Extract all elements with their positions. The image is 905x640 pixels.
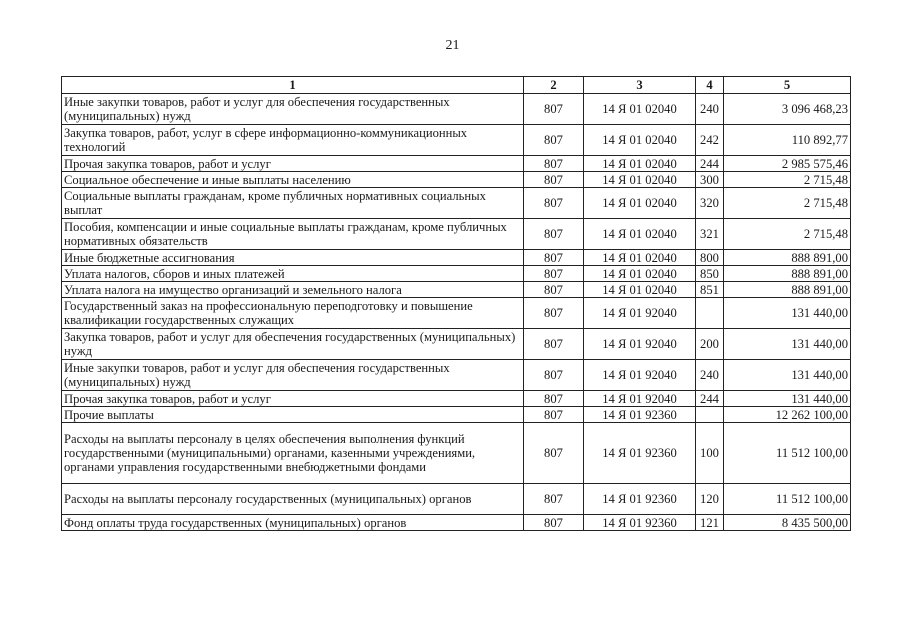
row-amount-cell: 3 096 468,23 — [724, 94, 851, 125]
row-amount-cell: 11 512 100,00 — [724, 484, 851, 515]
row-kind-cell: 200 — [696, 329, 724, 360]
row-ministry-cell: 807 — [524, 329, 584, 360]
table-row — [62, 391, 851, 407]
row-target-cell: 14 Я 01 92360 — [584, 515, 696, 531]
row-target-cell: 14 Я 01 02040 — [584, 188, 696, 219]
row-amount-cell: 2 985 575,46 — [724, 156, 851, 172]
row-ministry-cell: 807 — [524, 156, 584, 172]
row-target-cell: 14 Я 01 92040 — [584, 298, 696, 329]
row-name-cell: Иные бюджетные ассигнования — [62, 250, 524, 266]
row-amount-cell: 11 512 100,00 — [724, 423, 851, 484]
row-target-cell: 14 Я 01 02040 — [584, 94, 696, 125]
row-ministry-cell: 807 — [524, 298, 584, 329]
row-target-cell: 14 Я 01 02040 — [584, 219, 696, 250]
table-row — [62, 94, 851, 125]
row-ministry-cell: 807 — [524, 266, 584, 282]
row-kind-cell — [696, 407, 724, 423]
row-kind-cell: 120 — [696, 484, 724, 515]
row-amount-cell: 110 892,77 — [724, 125, 851, 156]
row-kind-cell: 320 — [696, 188, 724, 219]
column-header-name: 1 — [62, 77, 524, 94]
row-ministry-cell: 807 — [524, 484, 584, 515]
row-name-cell: Социальные выплаты гражданам, кроме публичных нормативных социальных выплат — [62, 188, 524, 219]
row-target-cell: 14 Я 01 02040 — [584, 125, 696, 156]
row-name-cell: Государственный заказ на профессиональную переподготовку и повышение квалификации государственных служащих — [62, 298, 524, 329]
row-name-cell: Закупка товаров, работ, услуг в сфере информационно-коммуникационных технологий — [62, 125, 524, 156]
row-target-cell: 14 Я 01 02040 — [584, 282, 696, 298]
table-row — [62, 515, 851, 531]
row-target-cell: 14 Я 01 02040 — [584, 156, 696, 172]
row-ministry-cell: 807 — [524, 407, 584, 423]
row-target-cell: 14 Я 01 92360 — [584, 484, 696, 515]
row-kind-cell: 240 — [696, 94, 724, 125]
row-target-cell: 14 Я 01 92040 — [584, 360, 696, 391]
column-header-ministry: 2 — [524, 77, 584, 94]
page-number: 21 — [445, 38, 460, 53]
row-ministry-cell: 807 — [524, 515, 584, 531]
row-amount-cell: 2 715,48 — [724, 188, 851, 219]
row-name-cell: Социальное обеспечение и иные выплаты населению — [62, 172, 524, 188]
row-ministry-cell: 807 — [524, 423, 584, 484]
row-name-cell: Иные закупки товаров, работ и услуг для обеспечения государственных (муниципальных) нужд — [62, 94, 524, 125]
row-target-cell: 14 Я 01 92040 — [584, 329, 696, 360]
row-name-cell: Расходы на выплаты персоналу государственных (муниципальных) органов — [62, 484, 524, 515]
row-kind-cell: 242 — [696, 125, 724, 156]
table-row — [62, 125, 851, 156]
row-target-cell: 14 Я 01 02040 — [584, 250, 696, 266]
row-kind-cell: 244 — [696, 391, 724, 407]
row-name-cell: Прочая закупка товаров, работ и услуг — [62, 391, 524, 407]
table-row — [62, 298, 851, 329]
row-ministry-cell: 807 — [524, 219, 584, 250]
row-target-cell: 14 Я 01 92040 — [584, 391, 696, 407]
row-name-cell: Расходы на выплаты персоналу в целях обеспечения выполнения функций государственными (муниципальными) органами, казенными учреждениями, органами управления государственными внебюджетными фондами — [62, 423, 524, 484]
table-row — [62, 188, 851, 219]
row-name-cell: Закупка товаров, работ и услуг для обеспечения государственных (муниципальных) нужд — [62, 329, 524, 360]
column-header-target: 3 — [584, 77, 696, 94]
table-row — [62, 219, 851, 250]
row-amount-cell: 12 262 100,00 — [724, 407, 851, 423]
row-kind-cell: 244 — [696, 156, 724, 172]
row-name-cell: Иные закупки товаров, работ и услуг для обеспечения государственных (муниципальных) нужд — [62, 360, 524, 391]
budget-table — [61, 76, 851, 531]
table-row — [62, 266, 851, 282]
table-row — [62, 360, 851, 391]
table-row — [62, 282, 851, 298]
row-ministry-cell: 807 — [524, 125, 584, 156]
row-ministry-cell: 807 — [524, 250, 584, 266]
table-row — [62, 156, 851, 172]
table-row — [62, 407, 851, 423]
row-name-cell: Прочая закупка товаров, работ и услуг — [62, 156, 524, 172]
table-row — [62, 172, 851, 188]
row-kind-cell: 321 — [696, 219, 724, 250]
row-name-cell: Уплата налогов, сборов и иных платежей — [62, 266, 524, 282]
row-amount-cell: 888 891,00 — [724, 250, 851, 266]
row-ministry-cell: 807 — [524, 172, 584, 188]
column-header-kind: 4 — [696, 77, 724, 94]
row-kind-cell: 851 — [696, 282, 724, 298]
row-target-cell: 14 Я 01 02040 — [584, 266, 696, 282]
header-row — [62, 77, 851, 94]
row-kind-cell: 300 — [696, 172, 724, 188]
row-amount-cell: 2 715,48 — [724, 172, 851, 188]
table-row — [62, 484, 851, 515]
row-ministry-cell: 807 — [524, 360, 584, 391]
row-ministry-cell: 807 — [524, 188, 584, 219]
row-name-cell: Пособия, компенсации и иные социальные выплаты гражданам, кроме публичных нормативных обязательств — [62, 219, 524, 250]
row-name-cell: Уплата налога на имущество организаций и земельного налога — [62, 282, 524, 298]
row-amount-cell: 131 440,00 — [724, 298, 851, 329]
row-kind-cell: 850 — [696, 266, 724, 282]
column-header-amount: 5 — [724, 77, 851, 94]
row-target-cell: 14 Я 01 02040 — [584, 172, 696, 188]
row-amount-cell: 2 715,48 — [724, 219, 851, 250]
row-kind-cell: 240 — [696, 360, 724, 391]
row-ministry-cell: 807 — [524, 282, 584, 298]
row-target-cell: 14 Я 01 92360 — [584, 423, 696, 484]
row-amount-cell: 888 891,00 — [724, 266, 851, 282]
row-kind-cell: 100 — [696, 423, 724, 484]
row-amount-cell: 131 440,00 — [724, 329, 851, 360]
row-ministry-cell: 807 — [524, 391, 584, 407]
row-amount-cell: 131 440,00 — [724, 360, 851, 391]
row-kind-cell: 800 — [696, 250, 724, 266]
row-ministry-cell: 807 — [524, 94, 584, 125]
table-row — [62, 250, 851, 266]
row-name-cell: Фонд оплаты труда государственных (муниципальных) органов — [62, 515, 524, 531]
row-kind-cell: 121 — [696, 515, 724, 531]
row-amount-cell: 8 435 500,00 — [724, 515, 851, 531]
table-row — [62, 329, 851, 360]
row-amount-cell: 888 891,00 — [724, 282, 851, 298]
row-kind-cell — [696, 298, 724, 329]
row-amount-cell: 131 440,00 — [724, 391, 851, 407]
table-row — [62, 423, 851, 484]
row-name-cell: Прочие выплаты — [62, 407, 524, 423]
row-target-cell: 14 Я 01 92360 — [584, 407, 696, 423]
